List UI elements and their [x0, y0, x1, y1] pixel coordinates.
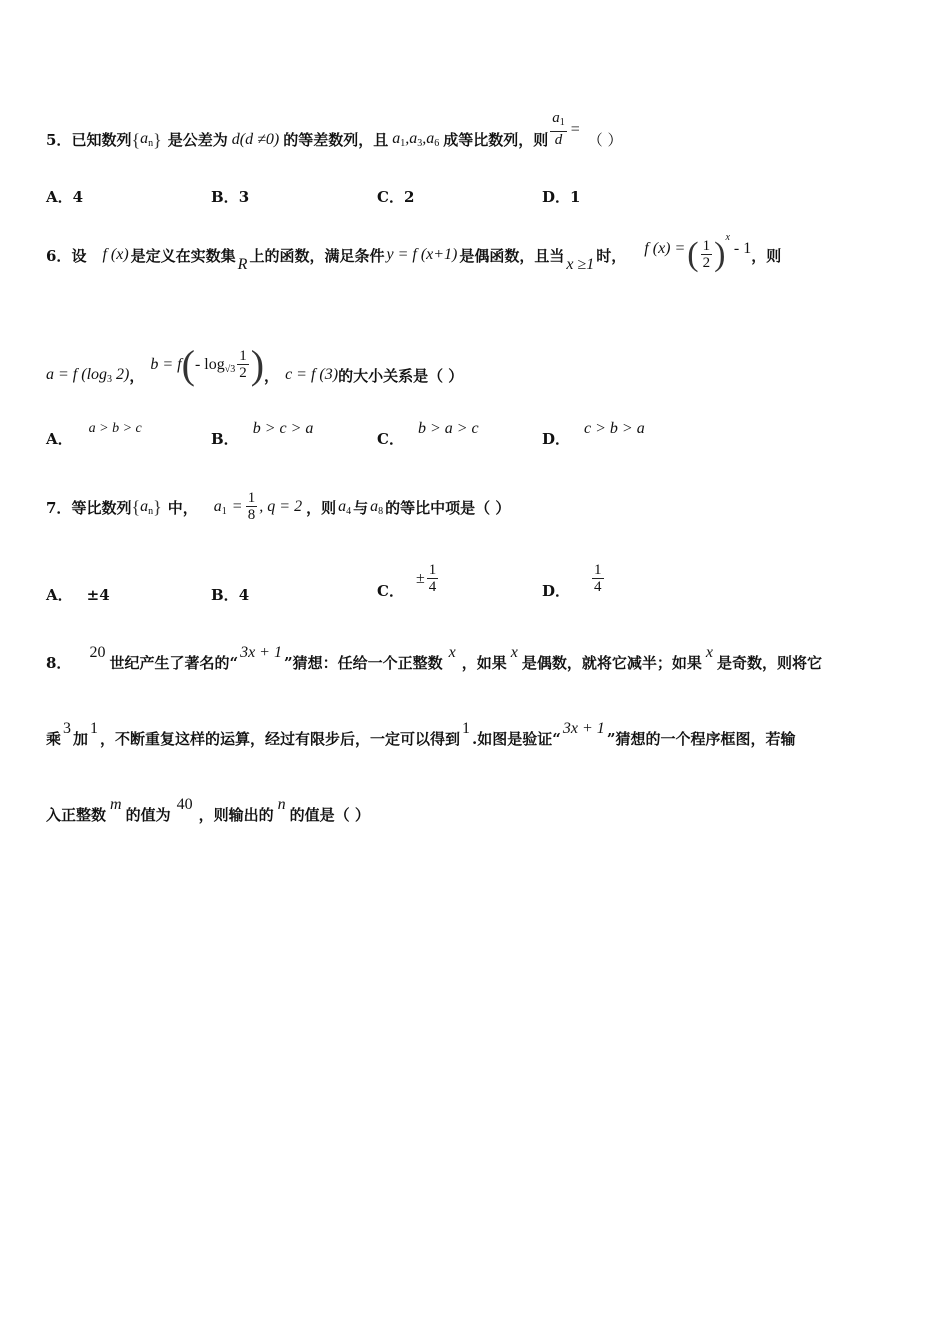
- q8-text: 入正整数: [46, 806, 107, 824]
- q6-paren-left: (: [181, 342, 195, 387]
- q5-condition: d(d ≠0): [231, 130, 280, 148]
- q8-m: m: [110, 795, 122, 813]
- q7-seq: $a_n$: [140, 497, 154, 517]
- q6-condition: y = f (x+1): [386, 246, 458, 263]
- question-8-line-3: [46, 795, 370, 825]
- q6-option-c: C． b > a > c: [377, 419, 479, 448]
- q8-text: ”猜想的一个程序框图，若输: [606, 730, 796, 748]
- q6-paren-right: ): [714, 236, 726, 273]
- q8-forty: 40: [176, 795, 193, 813]
- q6-text: 是定义在实数集: [130, 246, 236, 265]
- q7-text: 等比数列: [71, 498, 132, 517]
- q6-text: 上的函数，满足条件: [249, 246, 385, 265]
- q5-number: 5．: [46, 131, 72, 149]
- q6-text: 设: [71, 246, 87, 265]
- question-8-line-2: [46, 719, 796, 749]
- q8-one: 1: [462, 719, 471, 737]
- q6-comma: ，: [129, 366, 145, 385]
- q8-number: 8．: [46, 654, 72, 672]
- q5-fraction: $\frac{a_1}{d}$: [552, 110, 565, 148]
- q6-option-d: D． c > b > a: [542, 419, 645, 448]
- q8-20: 20: [89, 643, 106, 661]
- q8-text: ，则输出的: [198, 806, 274, 824]
- q6-paren-left: (: [687, 236, 699, 273]
- q6-option-b: B． b > c > a: [211, 419, 314, 448]
- q5-option-c: C． 2: [377, 187, 415, 206]
- question-8-line-1: [46, 643, 822, 673]
- question-5: [46, 110, 623, 159]
- q5-brace-left: {: [131, 129, 141, 150]
- q8-x: x: [448, 643, 456, 661]
- q7-brace-right: }: [153, 497, 162, 517]
- q7-q: , q = 2: [259, 498, 303, 515]
- q6-fdef-lhs: f (x) =: [644, 240, 686, 257]
- q6-b-fraction: $\frac{1}{2}$: [239, 348, 247, 381]
- q6-b-def: b = f: [150, 356, 182, 373]
- q5-text: 已知数列: [71, 131, 132, 149]
- q8-expr: 3x + 1: [562, 719, 605, 737]
- q6-b-log: - $\log_{√3}$: [194, 355, 236, 375]
- q8-expr: 3x + 1: [240, 643, 282, 661]
- q8-text: ，不断重复这样的运算，经过有限步后，一定可以得到: [100, 730, 461, 748]
- q8-one: 1: [90, 719, 99, 737]
- q8-text: 的值为: [125, 806, 171, 824]
- q5-option-a: A． 4: [46, 187, 84, 206]
- q6-text: 时，: [596, 246, 627, 265]
- q8-x: x: [705, 643, 713, 661]
- q6-number: 6．: [46, 246, 72, 265]
- q6-R: R: [237, 256, 248, 273]
- question-6-line-1: [46, 231, 782, 273]
- q8-text: .如图是验证“: [472, 730, 561, 748]
- q5-text: 的等差数列，且: [283, 131, 389, 149]
- q8-text: ”猜想：任给一个正整数: [283, 654, 443, 672]
- q6-half: $\frac{1}{2}$: [702, 238, 711, 271]
- q7-a1: $a_1$: [213, 497, 227, 517]
- q5-terms: $a_1,a_3,a_6$: [392, 130, 440, 149]
- q6-a-def: a = f ($\log_3$ 2): [46, 365, 130, 385]
- q8-text: 加: [73, 730, 89, 748]
- q5-blank: （ ）: [587, 131, 623, 149]
- q5-brace-right: }: [153, 129, 162, 150]
- q6-text: ，则: [751, 246, 782, 265]
- q7-option-d: D． $\frac{1}{4}$: [542, 562, 602, 600]
- q8-text: ，如果: [461, 654, 507, 672]
- q7-text: 的等比中项是（ ）: [385, 498, 511, 517]
- q7-text: 与: [353, 498, 369, 517]
- q5-text: 是公差为: [167, 131, 228, 149]
- q7-a1-fraction: $\frac{1}{8}$: [247, 490, 256, 523]
- q6-c-def: c = f (3): [285, 366, 339, 383]
- question-6-line-2: [46, 342, 464, 387]
- q6-exponent: x: [725, 231, 730, 243]
- q5-text: 成等比数列，则: [443, 131, 549, 149]
- q5-option-d: D． 1: [542, 187, 581, 206]
- q8-three: 3: [63, 719, 72, 737]
- q7-brace-left: {: [131, 497, 141, 517]
- q8-text: 的值是（ ）: [289, 806, 370, 824]
- q5-option-b: B． 3: [211, 187, 250, 206]
- q7-option-c: C． ± $\frac{1}{4}$: [377, 562, 437, 600]
- question-7: [46, 490, 510, 524]
- q8-n: n: [277, 795, 286, 813]
- q6-paren-right: ): [250, 342, 265, 387]
- q6-text: 的大小关系是（ ）: [338, 366, 464, 385]
- q7-option-b: B． 4: [211, 585, 250, 604]
- q6-x-condition: x ≥1: [566, 256, 595, 273]
- q8-text: 乘: [46, 730, 62, 748]
- q6-option-a: A． a > b > c: [46, 420, 142, 448]
- q6-comma: ，: [264, 366, 280, 385]
- q7-text: ，则: [306, 498, 337, 517]
- q8-text: 是奇数，则将它: [716, 654, 822, 672]
- q6-fdef-tail: - 1: [733, 240, 752, 257]
- q8-text: 是偶数，就将它减半；如果: [521, 654, 702, 672]
- q7-text: 中，: [167, 498, 198, 517]
- q7-a8: $a_8$: [370, 497, 384, 517]
- q7-option-a: A． ±4: [46, 585, 110, 604]
- q5-seq: $a_n$: [140, 130, 154, 149]
- q7-a4: $a_4$: [338, 497, 352, 517]
- q5-equals: =: [570, 120, 580, 138]
- q8-x: x: [510, 643, 518, 661]
- q6-text: 是偶函数，且当: [459, 246, 565, 265]
- q7-number: 7．: [46, 498, 72, 517]
- q8-text: 世纪产生了著名的“: [109, 654, 239, 672]
- q6-fx: f (x): [102, 246, 129, 263]
- q7-equals: =: [232, 498, 242, 515]
